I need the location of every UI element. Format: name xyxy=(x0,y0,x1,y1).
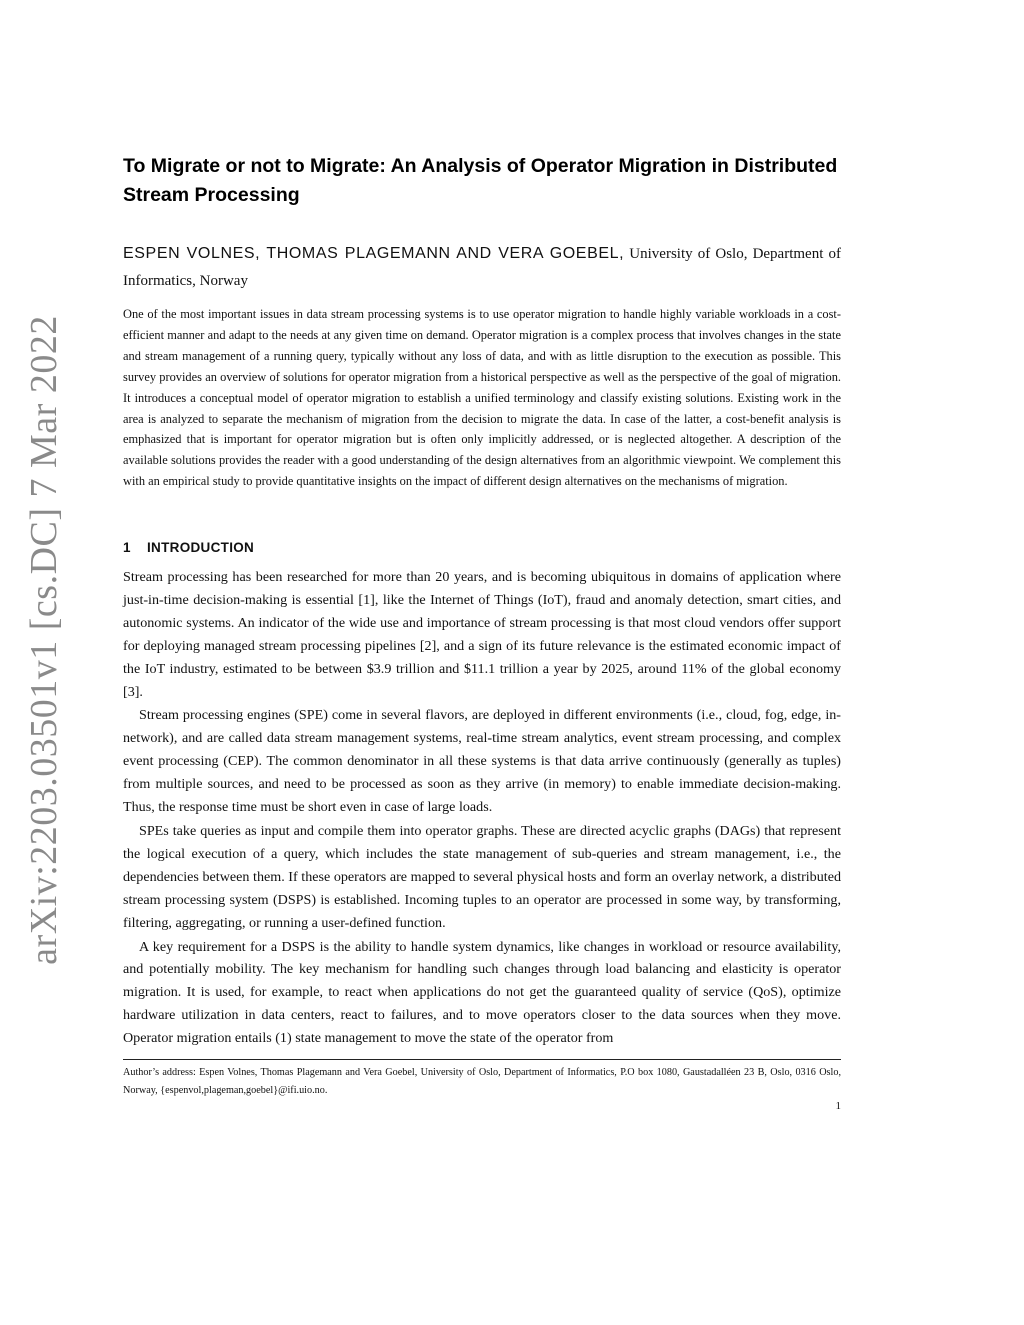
paper-title: To Migrate or not to Migrate: An Analysis of Operator Migration in Distributed Stream Processing xyxy=(123,155,838,206)
section-number: 1 xyxy=(123,540,131,555)
page-number: 1 xyxy=(835,1100,841,1112)
author-names: ESPEN VOLNES, THOMAS PLAGEMANN AND VERA GOEBEL, xyxy=(123,245,625,262)
paragraph: SPEs take queries as input and compile them into operator graphs. These are directed acyclic graphs (DAGs) that represent the logical execution of a query, which includes the state management of sub-queries and stream management, i.e., the dependencies between them. If these operators are mapped to several physical hosts and form an overlay network, a distributed stream processing system (DSPS) is established. Incoming tuples to an operator are processed in some way, by transforming, filtering, aggregating, or running a user-defined function. xyxy=(123,822,841,931)
footnote-divider xyxy=(123,1059,841,1060)
introduction-body xyxy=(123,566,841,1050)
paragraph: Stream processing has been researched for more than 20 years, and is becoming ubiquitous in domains of application where just-in-time decision-making is essential [1], like the Internet of Things (IoT), fraud and anomaly detection, smart cities, and autonomic systems. An indicator of the wide use and importance of stream processing is that most cloud vendors offer support for deploying managed stream processing pipelines [2], and a sign of its future relevance is the estimated economic impact of the IoT industry, estimated to be between $3.9 trillion and $11.1 trillion a year by 2025, around 11% of the global economy [3]. xyxy=(123,569,841,700)
paragraph: A key requirement for a DSPS is the ability to handle system dynamics, like changes in workload or resource availability, and potentially mobility. The key mechanism for handling such changes through load balancing and elasticity is operator migration. It is used, for example, to react when applications do not get the guaranteed quality of service (QoS), optimize hardware utilization in data centers, react to failures, and to move operators closer to the data sources when they move. Operator migration entails (1) state management to move the state of the operator from xyxy=(123,938,841,1047)
section-heading xyxy=(123,540,841,555)
section-title: INTRODUCTION xyxy=(147,540,255,555)
author-affiliation: University of Oslo, Department of Informatics, Norway xyxy=(123,246,841,289)
author-address-footnote: Author’s address: Espen Volnes, Thomas Plagemann and Vera Goebel, University of Oslo, Department of Informatics, P.O box 1080, Gaustadalléen 23 B, Oslo, 0316 Oslo, Norway, {espenvol,plageman,goebel}@ifi.uio.no. xyxy=(123,1067,841,1096)
abstract: One of the most important issues in data stream processing systems is to use operator migration to handle highly variable workloads in a cost-efficient manner and adapt to the needs at any given time on demand. Operator migration is a complex process that involves changes in the state and stream management of a running query, typically without any loss of data, and with as little disruption to the execution as possible. This survey provides an overview of solutions for operator migration from a historical perspective as well as the perspective of the goal of migration. It introduces a conceptual model of operator migration to establish a unified terminology and classify existing solutions. Existing work in the area is analyzed to separate the mechanism of migration from the decision to migrate the data. In case of the latter, a cost-benefit analysis is emphasized that is important for operator migration but is often only implicitly addressed, or is neglected altogether. A description of the available solutions provides the reader with a good understanding of the design alternatives from an algorithmic viewpoint. We complement this with an empirical study to provide quantitative insights on the impact of different design alternatives on the mechanisms of migration. xyxy=(123,307,841,489)
arxiv-id-text: arXiv:2203.03501v1 [cs.DC] 7 Mar 2022 xyxy=(23,315,65,965)
author-block xyxy=(123,240,841,295)
paragraph: Stream processing engines (SPE) come in several flavors, are deployed in different environments (i.e., cloud, fog, edge, in-network), and are called data stream management systems, real-time stream analytics, event stream processing, and complex event processing (CEP). The common denominator in all these systems is that data arrive continuously (generally as tuples) from multiple sources, and need to be processed as soon as they arrive (in memory) to enable immediate decision-making. Thus, the response time must be short even in case of large loads. xyxy=(123,707,841,816)
